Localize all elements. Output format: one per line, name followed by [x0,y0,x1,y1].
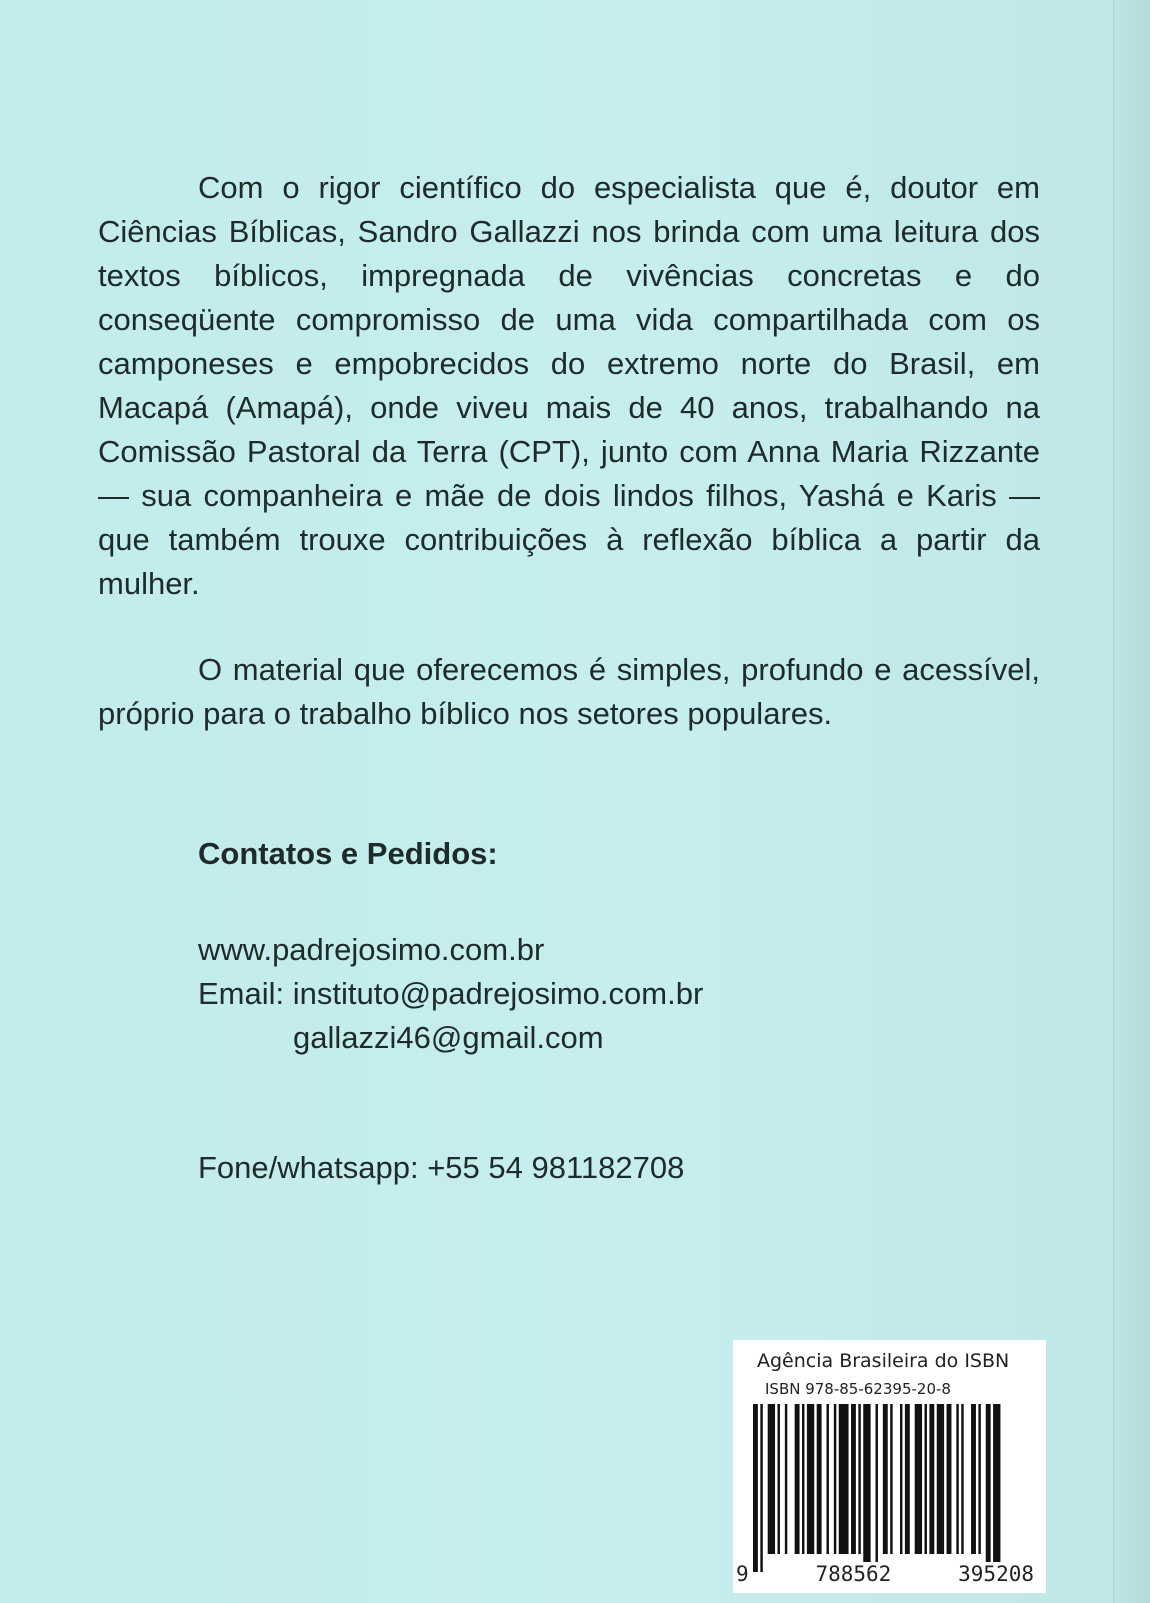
email-secondary[interactable]: gallazzi46@gmail.com [293,1020,604,1055]
barcode-bar [858,1404,860,1554]
barcode-bar [971,1404,976,1554]
barcode-bar [961,1404,963,1554]
barcode-bar [929,1404,934,1554]
isbn-agency-label: Agência Brasileira do ISBN [757,1350,1010,1372]
cover-right-edge [1113,0,1150,1603]
barcode-bar [760,1404,762,1572]
barcode-bar [876,1404,878,1572]
isbn-barcode-box [733,1340,1046,1593]
email-primary[interactable]: Email: instituto@padrejosimo.com.br [198,976,704,1011]
barcode-bar [900,1404,902,1554]
barcode-bar [753,1404,758,1572]
barcode-bar [978,1404,980,1554]
barcode-bar [785,1404,787,1554]
barcode-bar [827,1404,829,1554]
barcode-bar [947,1404,952,1554]
barcode-bar [851,1404,856,1554]
barcode-bar [883,1404,888,1554]
barcode-bar [915,1404,922,1554]
barcode-bar [817,1404,822,1554]
barcode-bar [925,1404,927,1554]
contacts-section [198,832,703,1190]
barcode-digit-first: 9 [736,1562,749,1586]
barcode-bar [937,1404,944,1554]
barcode-image [747,1404,1033,1572]
barcode-bar [802,1404,804,1554]
barcode-bar [863,1404,870,1572]
barcode-bar [834,1404,836,1554]
barcode-bar [905,1404,910,1554]
barcode-digits-right: 395208 [958,1562,1034,1586]
phone-number: Fone/whatsapp: +55 54 981182708 [198,1150,685,1185]
barcode-bar [807,1404,814,1554]
synopsis [98,166,1040,736]
barcode-bar [993,1404,1000,1572]
barcode-bar [839,1404,849,1554]
barcode-bar [956,1404,958,1554]
isbn-number: ISBN 978-85-62395-20-8 [765,1380,951,1398]
barcode-bar [890,1404,892,1554]
contacts-title: Contatos e Pedidos: [198,836,498,871]
synopsis-paragraph-2: O material que oferecemos é simples, profundo e acessível, próprio para o trabalho bíblico nos setores populares. [98,652,1040,731]
website-link[interactable]: www.padrejosimo.com.br [198,932,545,967]
synopsis-paragraph-1: Com o rigor científico do especialista que é, doutor em Ciências Bíblicas, Sandro Gallazzi nos brinda com uma leitura dos textos bíblicos, impregnada de vivências concretas e do conseqüente compromisso de uma vida compartilhada com os camponeses e empobrecidos do extremo norte do Brasil, em Macapá (Amapá), onde viveu mais de 40 anos, trabalhando na Comissão Pastoral da Terra (CPT), junto com Anna Maria Rizzante — sua companheira e mãe de dois lindos filhos, Yashá e Karis — que também trouxe contribuições à reflexão bíblica a partir da mulher. [98,170,1040,601]
barcode-bar [778,1404,780,1554]
barcode-digits-left: 788562 [815,1562,892,1586]
barcode-digits [735,1562,1035,1586]
barcode-bar [795,1404,800,1554]
barcode-bar [768,1404,775,1554]
barcode-bar [986,1404,991,1572]
